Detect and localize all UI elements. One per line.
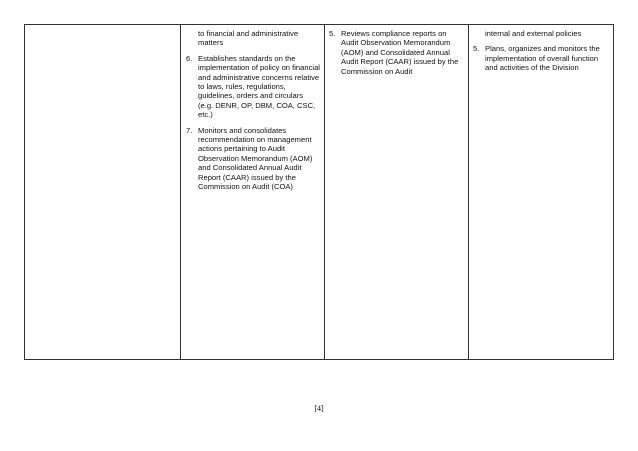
continued-text: internal and external policies [485, 29, 582, 38]
page-number: [4] [314, 404, 324, 413]
item-number: 7. [186, 125, 193, 135]
item-number: 5. [329, 29, 336, 38]
item-text: Establishes standards on the implementation of policy on financial and administrative concerns relative to laws, rules, regulations, guidelines, orders and circulars (e.g. DENR, OP, DBM, COA, CSC, etc.) [198, 53, 320, 120]
list-item [186, 54, 320, 120]
responsibilities-table [24, 24, 614, 360]
table-column-1 [25, 25, 181, 359]
item-text: Reviews compliance reports on Audit Observation Memorandum (AOM) and Consolidated Annual Audit Report (CAAR) issued by the Commission on Audit [341, 29, 459, 76]
table-column-4 [469, 25, 613, 359]
item-number: 5. [473, 44, 480, 54]
continued-text: to financial and administrative matters [198, 29, 299, 48]
item-number: 6. [186, 53, 193, 63]
item-text: Plans, organizes and monitors the implementation of overall function and activities of the Division [485, 44, 600, 73]
list-item [473, 44, 609, 72]
table-column-2 [181, 25, 325, 359]
list-item [329, 29, 464, 76]
table-column-3 [325, 25, 469, 359]
item-text: Monitors and consolidates recommendation on management actions pertaining to Audit Observation Memorandum (AOM) and Consolidated Annual Audit Report (CAAR) issued by the Commission on Audit (COA) [198, 125, 313, 192]
list-item [186, 126, 320, 192]
